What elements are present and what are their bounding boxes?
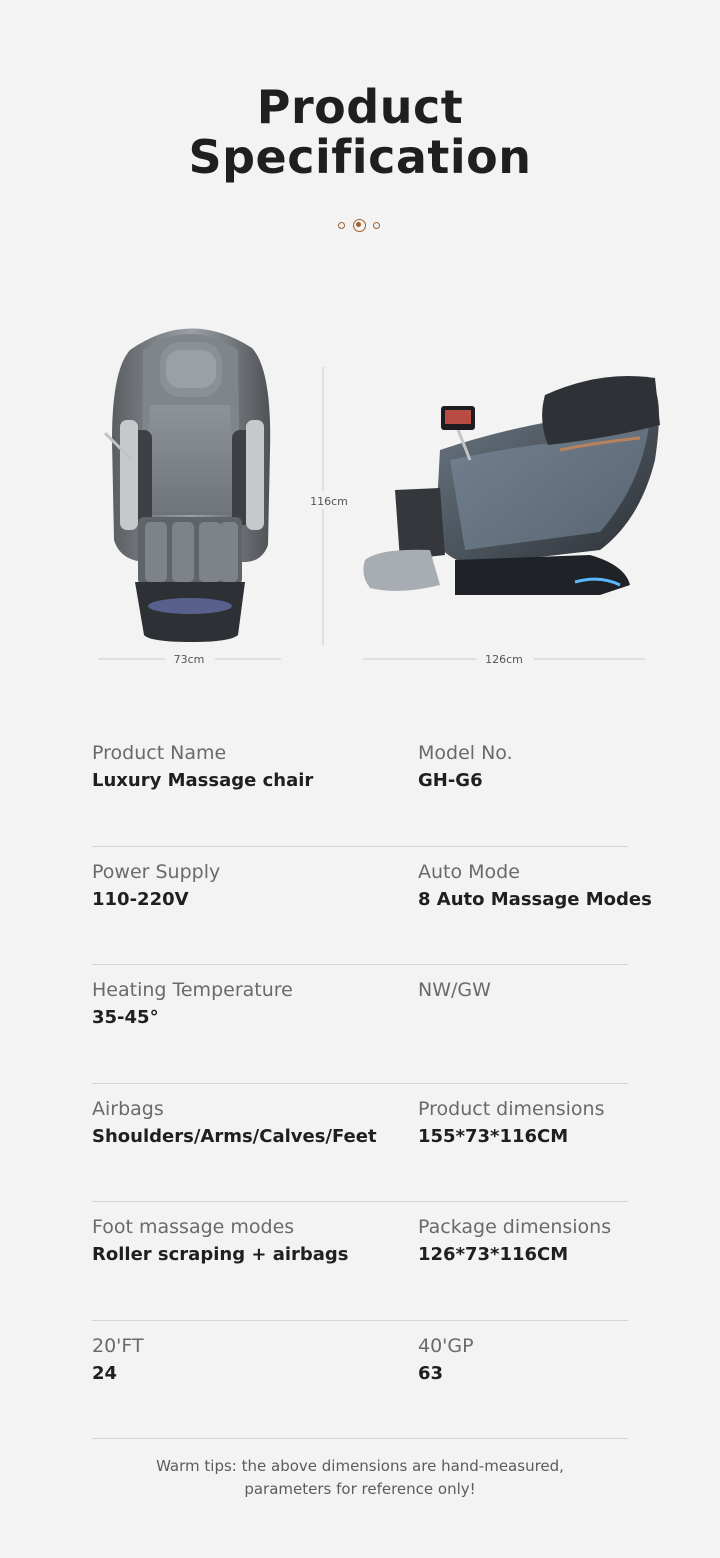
spec-value: 155*73*116CM <box>418 1125 569 1147</box>
spec-row <box>92 1202 628 1321</box>
spec-cell <box>418 977 491 1003</box>
spec-value: GH-G6 <box>418 770 483 791</box>
spec-cell <box>418 859 652 915</box>
spec-cell <box>418 1214 611 1270</box>
warm-tips <box>0 1455 720 1501</box>
spec-value: 63 <box>418 1362 444 1384</box>
dot-active-icon <box>353 219 366 232</box>
title-line-1: Product <box>256 80 464 134</box>
side-view-chair <box>363 376 660 595</box>
spec-label: Foot massage modes <box>92 1216 295 1238</box>
decorative-dots <box>335 219 385 235</box>
front-view-chair <box>105 328 270 642</box>
spec-value: 126*73*116CM <box>418 1244 569 1265</box>
height-label: 116cm <box>310 495 348 508</box>
spec-value: Luxury Massage chair <box>92 770 314 791</box>
spec-cell <box>92 1096 377 1152</box>
spec-cell <box>92 1214 349 1270</box>
spec-row <box>92 1321 628 1440</box>
spec-value: 8 Auto Massage Modes <box>418 888 652 910</box>
spec-label: Auto Mode <box>418 860 520 883</box>
chair-dimensions-figure <box>0 310 720 680</box>
spec-cell <box>418 1096 605 1152</box>
spec-label: Airbags <box>92 1097 164 1120</box>
spec-label: Package dimensions <box>418 1216 612 1238</box>
spec-value: 35-45° <box>92 1007 159 1028</box>
spec-cell <box>92 740 313 796</box>
front-width-label: 73cm <box>173 653 205 666</box>
spec-cell <box>92 977 293 1033</box>
spec-label: Product Name <box>92 742 227 764</box>
spec-value: 24 <box>92 1362 118 1384</box>
spec-label: Product dimensions <box>418 1097 605 1120</box>
spec-cell <box>418 740 513 796</box>
spec-label: Model No. <box>418 742 513 764</box>
spec-row <box>92 728 628 847</box>
spec-cell <box>418 1333 474 1389</box>
page-title <box>0 82 720 182</box>
spec-label: Heating Temperature <box>92 979 293 1001</box>
spec-label: 20'FT <box>92 1334 144 1357</box>
tips-line-1: Warm tips: the above dimensions are hand-measured, <box>156 1457 564 1475</box>
dot-icon <box>373 222 380 229</box>
spec-value: 110-220V <box>92 888 189 910</box>
spec-label: NW/GW <box>418 979 491 1001</box>
side-length-label: 126cm <box>485 653 523 666</box>
dot-icon <box>338 222 345 229</box>
spec-label: Power Supply <box>92 860 221 883</box>
tips-line-2: parameters for reference only! <box>244 1480 476 1498</box>
spec-row <box>92 965 628 1084</box>
spec-row <box>92 847 652 966</box>
spec-row <box>92 1084 628 1203</box>
spec-cell <box>92 1333 144 1389</box>
spec-value: Roller scraping + airbags <box>92 1244 349 1265</box>
spec-cell <box>92 859 220 915</box>
spec-table <box>92 728 652 1439</box>
spec-label: 40'GP <box>418 1334 474 1357</box>
spec-value: Shoulders/Arms/Calves/Feet <box>92 1125 377 1147</box>
title-line-2: Specification <box>188 130 532 184</box>
